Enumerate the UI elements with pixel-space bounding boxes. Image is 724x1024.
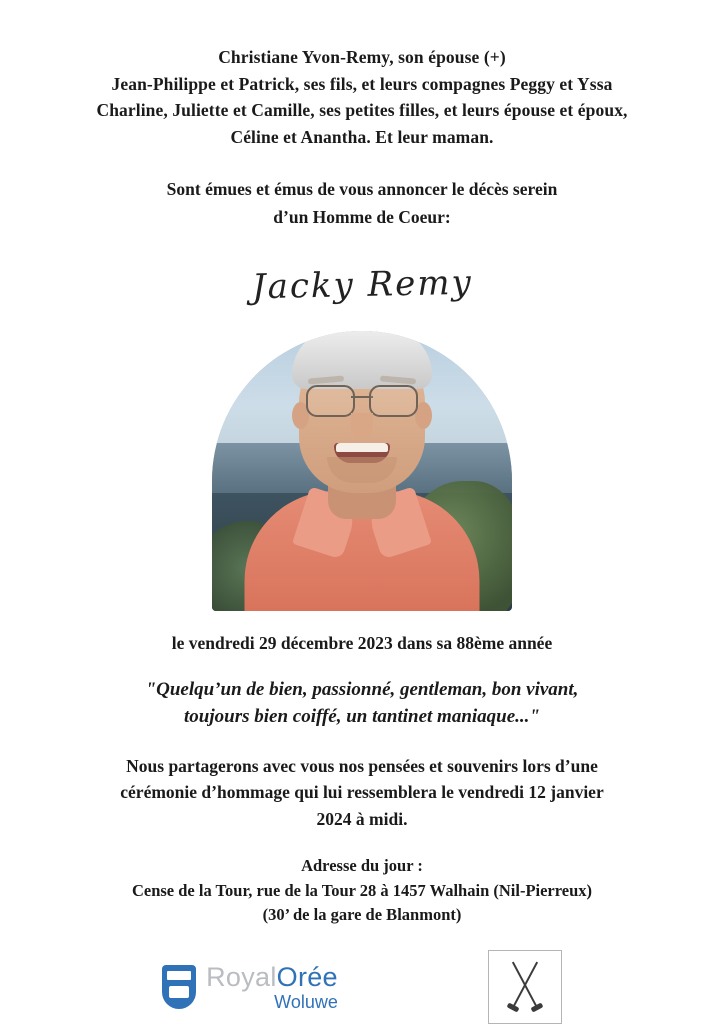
portrait-photo (212, 331, 512, 611)
quote-line: toujours bien coiffé, un tantinet maniaque..." (184, 706, 540, 728)
photo-lens-right (369, 385, 418, 417)
address-line: Cense de la Tour, rue de la Tour 28 à 1457 Walhain (Nil-Pierreux) (131, 880, 593, 900)
crossed-golf-clubs-icon (488, 950, 562, 1024)
address-line: (30’ de la gare de Blanmont) (262, 905, 462, 925)
royal-oree-line1 (206, 961, 338, 992)
ceremony-line: Nous partagerons avec vous nos pensées et souvenirs lors d’une (126, 756, 598, 776)
photo-teeth (336, 443, 388, 452)
golf-club-head (530, 1002, 543, 1012)
woluwe-word: Woluwe (274, 991, 338, 1012)
announcement-line: Sont émues et émus de vous annoncer le décès serein (166, 179, 558, 200)
family-line: Charline, Juliette et Camille, ses petites filles, et leurs épouse et époux, (96, 100, 628, 121)
photo-eyeglasses (306, 385, 418, 415)
photo-lens-left (306, 385, 355, 417)
ceremony-block (120, 753, 603, 832)
date-line: le vendredi 29 décembre 2023 dans sa 88ème année (171, 632, 553, 653)
photo-nose (351, 413, 373, 439)
logo-row (48, 950, 676, 1024)
address-title: Adresse du jour : (301, 855, 423, 875)
family-block (96, 44, 627, 150)
family-line: Jean-Philippe et Patrick, ses fils, et leurs compagnes Peggy et Yssa (111, 73, 613, 94)
royal-oree-wordmark (206, 961, 338, 1012)
announcement-line: d’un Homme de Coeur: (273, 206, 451, 227)
ceremony-line: 2024 à midi. (316, 808, 408, 829)
quote-line: "Quelqu’un de bien, passionné, gentleman, bon vivant, (145, 678, 579, 700)
shield-crest-icon (162, 965, 196, 1009)
royal-oree-woluwe-logo (162, 961, 338, 1012)
golf-club-head (506, 1002, 519, 1012)
oree-word: Orée (276, 961, 338, 992)
royal-word: Royal (206, 961, 277, 992)
ceremony-line: cérémonie d’hommage qui lui ressemblera le vendredi 12 janvier (120, 782, 604, 803)
family-line: Céline et Anantha. Et leur maman. (230, 126, 494, 147)
quote-block (146, 676, 579, 731)
deceased-name: Jacky Remy (251, 262, 473, 307)
address-block (132, 854, 592, 928)
family-line: Christiane Yvon-Remy, son épouse (+) (218, 47, 506, 67)
announcement-block (167, 176, 558, 230)
